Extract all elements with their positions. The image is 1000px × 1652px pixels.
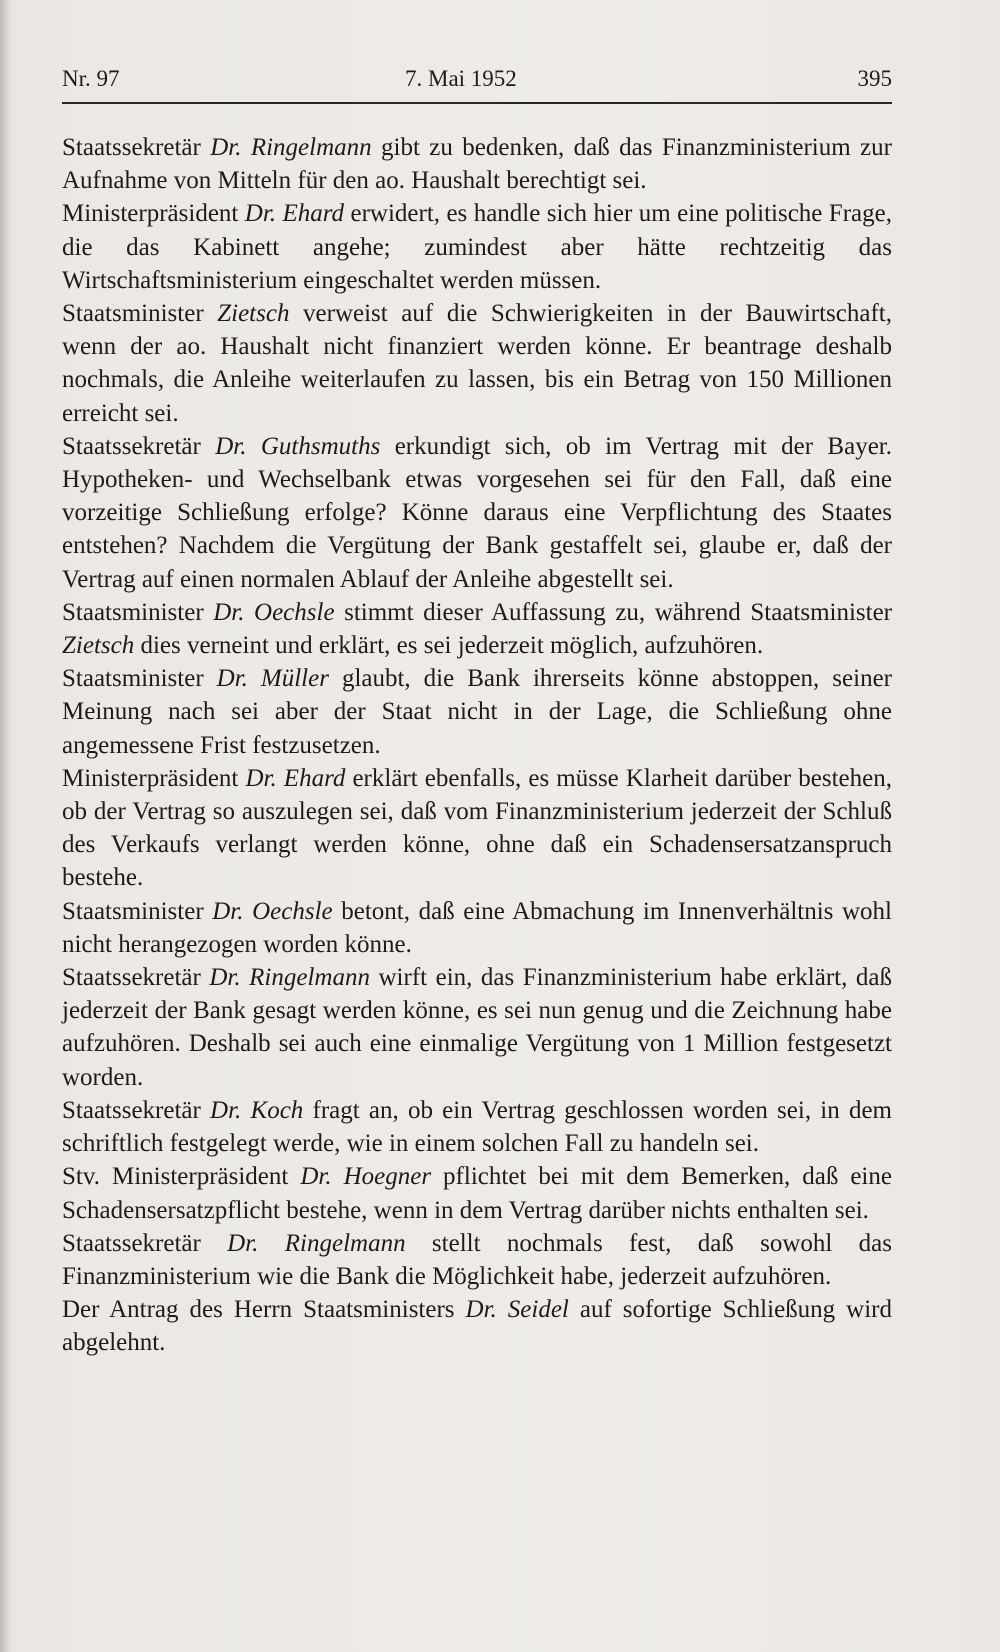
page-number: 395: [857, 66, 892, 91]
paragraph-text: Staatsminister: [62, 598, 214, 626]
paragraph-text: verweist auf die Schwierigkeiten in der Bauwirtschaft, wenn der ao. Haushalt nicht finanziert werden könne. Er beantrage deshalb nochmals, die Anleihe weiterlaufen zu lassen, bis ein Betrag von 150 Millionen erreicht sei.: [62, 300, 892, 427]
speaker-name: Dr. Oechsle: [212, 897, 333, 925]
paragraph: [62, 662, 892, 762]
paragraph: [62, 1094, 892, 1160]
paragraph-text: wirft ein, das Finanzministerium habe erklärt, daß jederzeit der Bank gesagt werden könne, es sei nun genug und die Zeichnung habe aufzuhören. Deshalb sei auch eine einmalige Vergütung von 1 Million festgesetzt worden.: [62, 964, 892, 1091]
paragraph: [62, 297, 892, 430]
paragraph-text: dies verneint und erklärt, es sei jederzeit möglich, aufzuhören.: [134, 632, 764, 660]
speaker-name: Dr. Ringelmann: [227, 1229, 406, 1257]
speaker-name: Dr. Ringelmann: [210, 134, 372, 161]
paragraph-text: erkundigt sich, ob im Vertrag mit der Bayer. Hypotheken- und Wechselbank etwas vorgesehen sei für den Fall, daß eine vorzeitige Schließung erfolge? Könne daraus eine Verpflichtung des Staates entstehen? Nachdem die Vergütung der Bank gestaffelt sei, glaube er, daß der Vertrag auf einen normalen Ablauf der Anleihe abgestellt sei.: [62, 432, 892, 593]
paragraph-text: auf sofortige Schließung wird abgelehnt.: [62, 1296, 892, 1357]
speaker-name: Dr. Müller: [216, 665, 329, 693]
paragraph-text: betont, daß eine Abmachung im Innenverhältnis wohl nicht herangezogen worden könne.: [62, 897, 893, 958]
paragraph: [62, 895, 892, 961]
paragraph: [62, 596, 892, 662]
paragraph-text: fragt an, ob ein Vertrag geschlossen worden sei, in dem schriftlich festgelegt werde, wie in einem solchen Fall zu handeln sei.: [62, 1096, 892, 1158]
paragraph: [62, 1160, 892, 1226]
paragraph-text: stellt nochmals fest, daß sowohl das Finanzministerium wie die Bank die Möglichkeit habe, jederzeit aufzuhören.: [62, 1229, 893, 1290]
scan-edge-shadow: [0, 0, 10, 1652]
speaker-name: Zietsch: [62, 632, 135, 660]
paragraph: [62, 197, 892, 297]
paragraph-text: Ministerpräsident: [62, 200, 245, 228]
paragraph-text: Staatsminister: [62, 665, 217, 693]
paragraph: [62, 961, 892, 1094]
speaker-name: Dr. Ehard: [244, 200, 345, 228]
speaker-name: Dr. Guthsmuths: [215, 432, 381, 460]
paragraph: [62, 131, 892, 197]
paragraph-text: Staatsminister: [62, 300, 218, 328]
paragraph-text: Ministerpräsident: [62, 764, 246, 792]
paragraph-text: Staatssekretär: [62, 432, 216, 460]
paragraph-text: pflichtet bei mit dem Bemerken, daß eine Schadensersatzpflicht bestehe, wenn in dem Vertrag darüber nichts enthalten sei.: [62, 1163, 892, 1224]
paragraph-text: Staatsminister: [62, 897, 213, 925]
paragraph-text: Staatssekretär: [62, 964, 210, 992]
paragraph: [62, 1227, 892, 1293]
speaker-name: Dr. Oechsle: [213, 598, 335, 626]
page-header: [62, 66, 892, 98]
speaker-name: Dr. Hoegner: [300, 1163, 432, 1191]
document-body: [62, 131, 892, 1360]
paragraph-text: Staatssekretär: [62, 134, 211, 161]
paragraph: [62, 430, 892, 596]
paragraph: [62, 1293, 892, 1359]
paragraph-text: stimmt dieser Auffassung zu, während Staatsminister: [334, 598, 892, 626]
header-date: 7. Mai 1952: [405, 66, 517, 91]
paragraph-text: Staatssekretär: [62, 1096, 211, 1124]
speaker-name: Dr. Ehard: [245, 764, 346, 792]
speaker-name: Dr. Ringelmann: [209, 964, 370, 992]
paragraph-text: erklärt ebenfalls, es müsse Klarheit darüber bestehen, ob der Vertrag so auszulegen sei, daß vom Finanzministerium jederzeit der Schluß des Verkaufs verlangt werden könne, ohne daß ein Schadensersatzanspruch bestehe.: [62, 764, 892, 892]
paragraph: [62, 762, 892, 895]
speaker-name: Zietsch: [217, 300, 290, 328]
paragraph-text: gibt zu bedenken, daß das Finanzministerium zur Aufnahme von Mitteln für den ao. Haushalt berechtigt sei.: [62, 134, 892, 195]
paragraph-text: erwidert, es handle sich hier um eine politische Frage, die das Kabinett angehe; zumindest aber hätte rechtzeitig das Wirtschaftsministerium eingeschaltet werden müssen.: [62, 200, 892, 294]
header-rule: [62, 102, 892, 104]
paragraph-text: Staatssekretär: [62, 1229, 228, 1257]
paragraph-text: glaubt, die Bank ihrerseits könne abstoppen, seiner Meinung nach sei aber der Staat nicht in der Lage, die Schließung ohne angemessene Frist festzusetzen.: [62, 665, 892, 759]
speaker-name: Dr. Koch: [210, 1096, 304, 1124]
paragraph-text: Stv. Ministerpräsident: [62, 1163, 301, 1191]
paragraph-text: Der Antrag des Herrn Staatsministers: [62, 1296, 466, 1324]
protocol-number: Nr. 97: [62, 66, 120, 91]
speaker-name: Dr. Seidel: [465, 1296, 569, 1324]
